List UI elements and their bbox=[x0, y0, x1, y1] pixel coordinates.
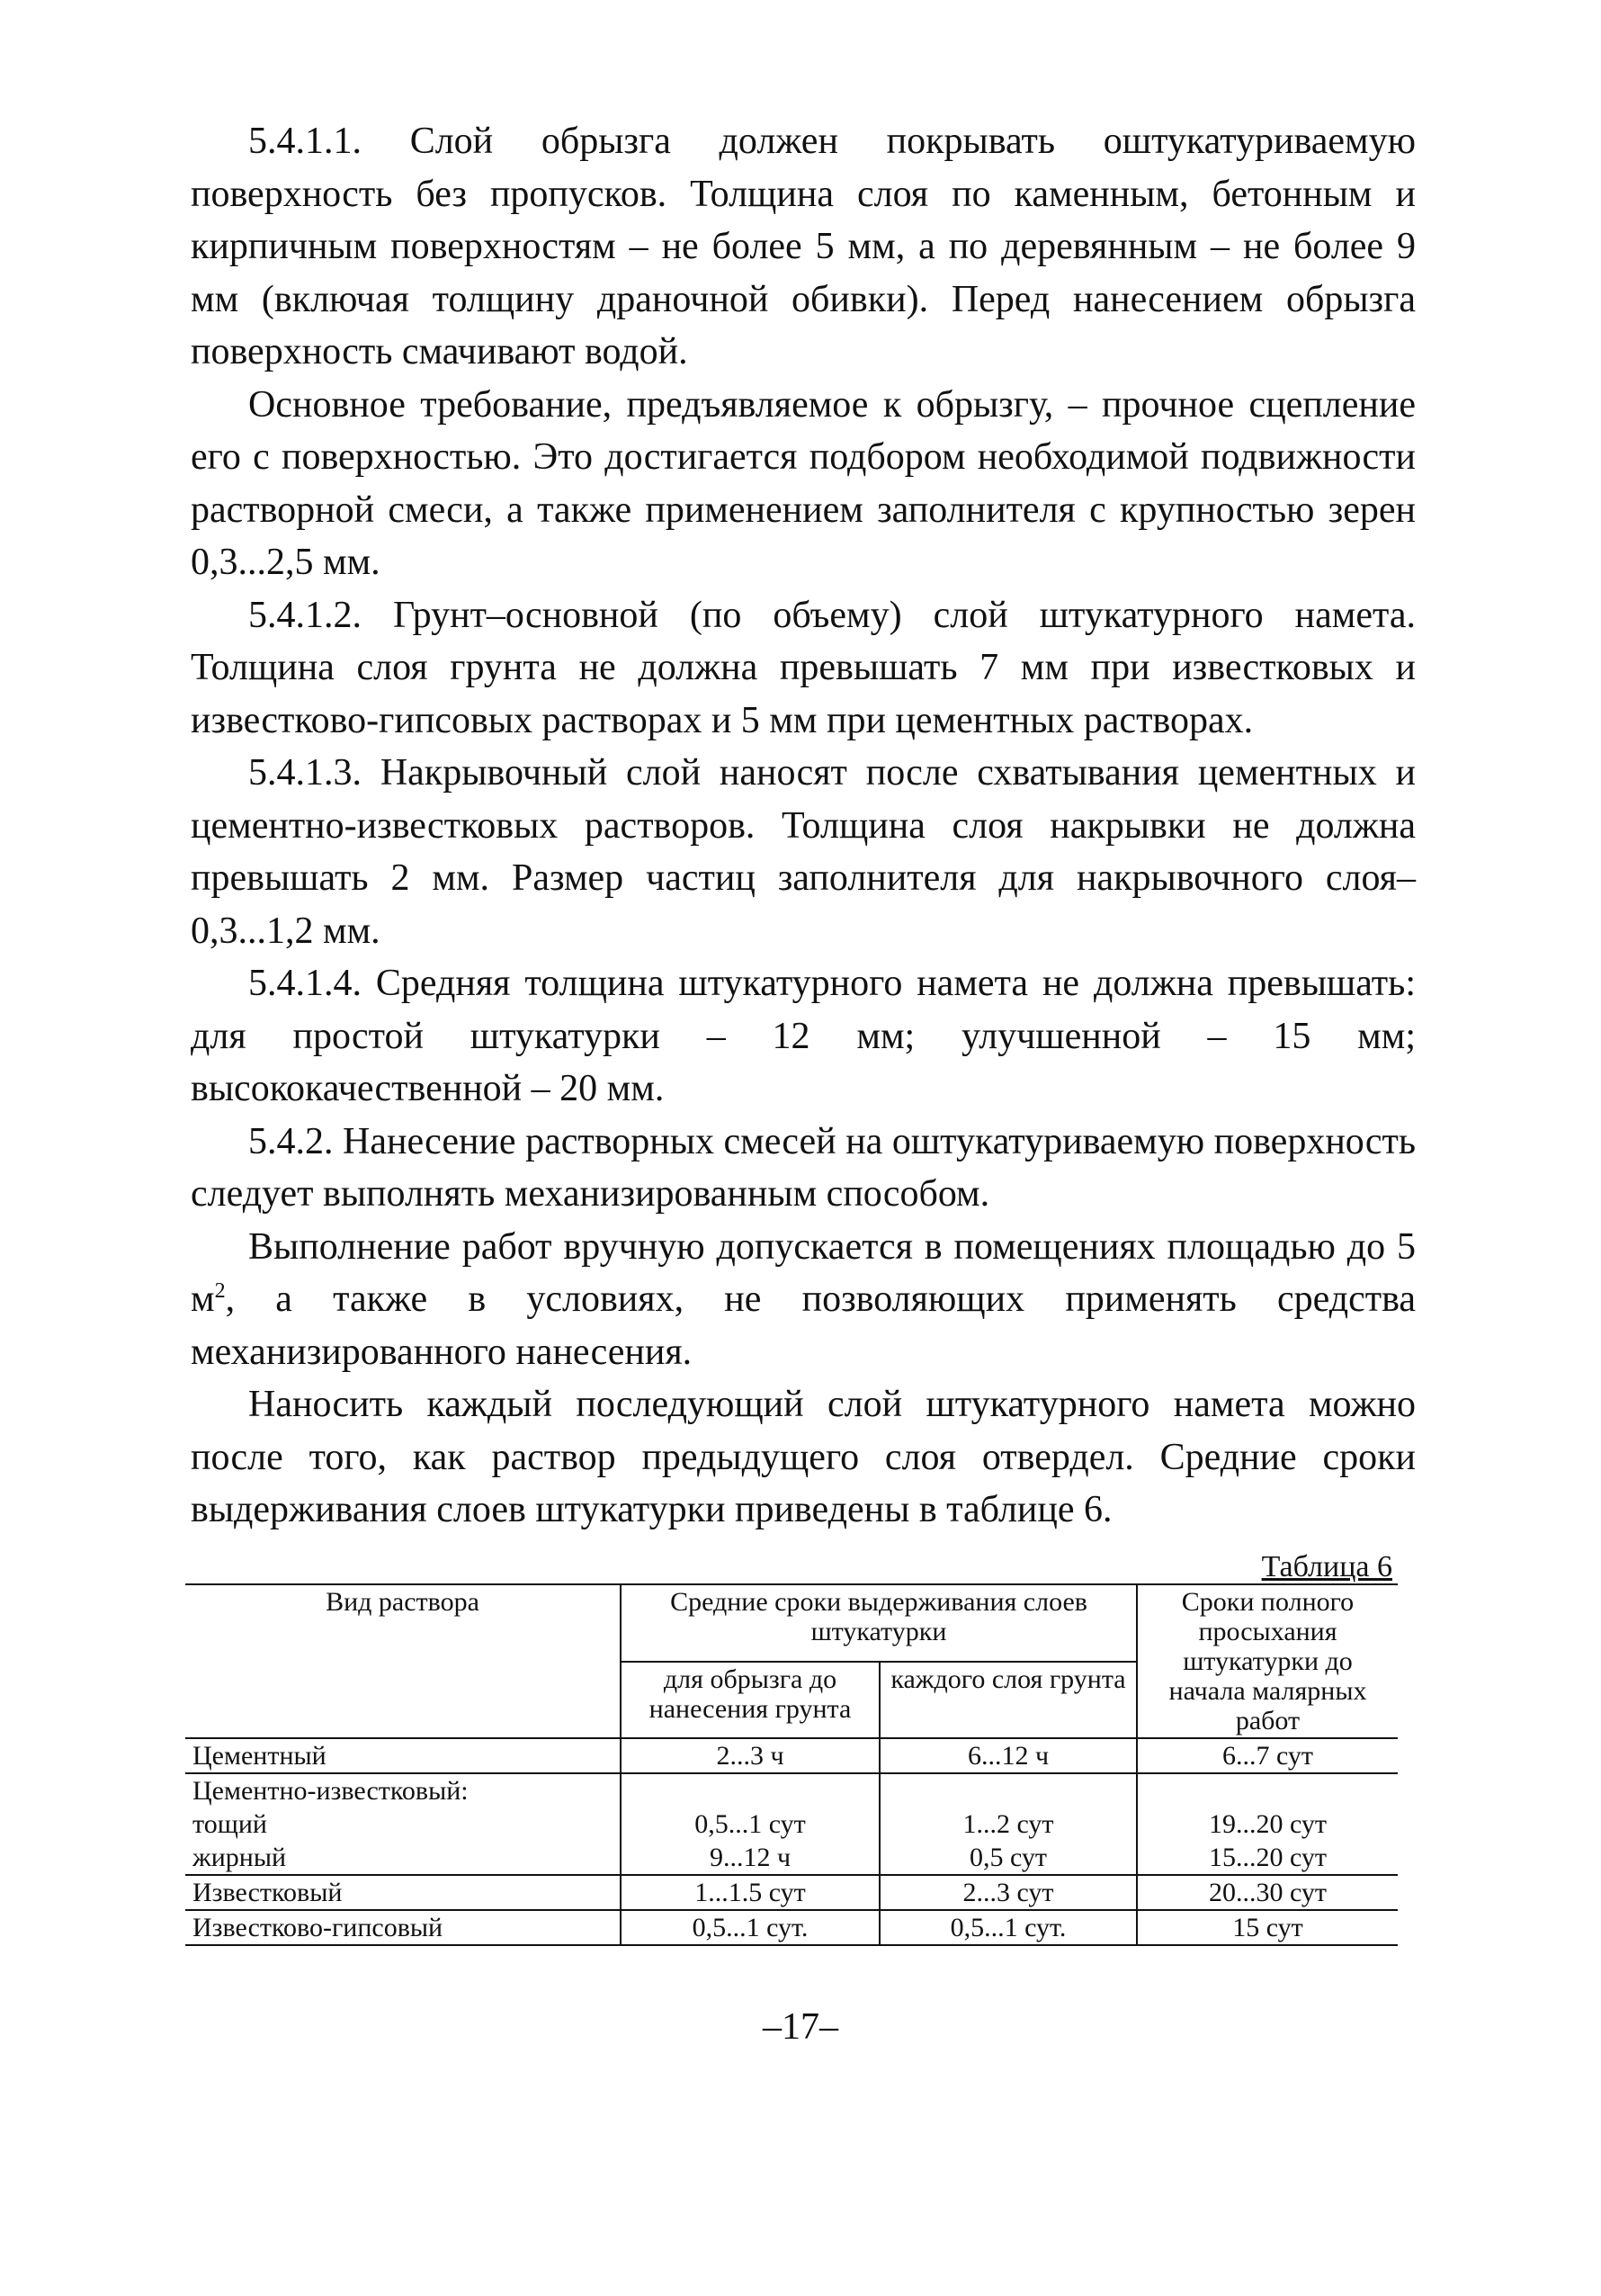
table-caption: Таблица 6 bbox=[1261, 1550, 1392, 1583]
row-value: 15...20 сут bbox=[1137, 1841, 1398, 1875]
header-mortar-type: Вид раствора bbox=[185, 1584, 621, 1738]
curing-times-table bbox=[185, 1583, 1398, 1946]
table-row bbox=[185, 1875, 1398, 1910]
table-row bbox=[185, 1841, 1398, 1875]
paragraph-5-4-1-1: 5.4.1.1. Слой обрызга должен покрывать оштукатуриваемую поверхность без пропусков. Толщина слоя по каменным, бетонным и кирпичным поверхностям – не более 5 мм, а по деревянным – не более 9 мм (включая толщину драночной обивки). Перед нанесением обрызга поверхность смачивают водой. bbox=[191, 121, 1416, 372]
header-each-layer: каждого слоя грунта bbox=[880, 1662, 1137, 1739]
table-row bbox=[185, 1807, 1398, 1841]
table-header-row-1 bbox=[185, 1584, 1398, 1662]
row-name: Цементный bbox=[185, 1738, 621, 1773]
row-value: 19...20 сут bbox=[1137, 1807, 1398, 1841]
table-row bbox=[185, 1910, 1398, 1945]
paragraph-layer-timing: Наносить каждый последующий слой штукатурного намета можно после того, как раствор предыдущего слоя отвердел. Средние сроки выдерживания слоев штукатурки приведены в таблице 6. bbox=[191, 1384, 1416, 1530]
superscript-2: 2 bbox=[214, 1279, 226, 1303]
row-name: Известково-гипсовый bbox=[185, 1910, 621, 1945]
manual-work-text-before: Выполнение работ вручную допускается в помещениях площадью до 5 м bbox=[191, 1225, 1416, 1320]
row-value bbox=[621, 1773, 880, 1807]
paragraph-5-4-2: 5.4.2. Нанесение растворных смесей на оштукатуриваемую поверхность следует выполнять механизированным способом. bbox=[191, 1120, 1416, 1215]
row-value: 6...12 ч bbox=[880, 1738, 1137, 1773]
header-full-drying: Сроки полного просыхания штукатурки до начала малярных работ bbox=[1137, 1584, 1398, 1738]
row-name: тощий bbox=[192, 1809, 267, 1839]
paragraph-5-4-1-3: 5.4.1.3. Накрывочный слой наносят после схватывания цементных и цементно-известковых растворов. Толщина слоя накрывки не должна превышать 2 мм. Размер частиц заполнителя для накрывочного слоя– 0,3...1,2 мм. bbox=[191, 752, 1416, 952]
table-row bbox=[185, 1773, 1398, 1807]
row-value: 2...3 ч bbox=[621, 1738, 880, 1773]
paragraph-manual-work bbox=[191, 1221, 1416, 1379]
row-value: 1...1.5 сут bbox=[621, 1875, 880, 1910]
row-value: 2...3 сут bbox=[880, 1875, 1137, 1910]
row-value: 15 сут bbox=[1137, 1910, 1398, 1945]
header-layer-times: Средние сроки выдерживания слоев штукатурки bbox=[621, 1584, 1137, 1662]
row-value: 20...30 сут bbox=[1137, 1875, 1398, 1910]
row-value bbox=[880, 1773, 1137, 1807]
paragraph-5-4-1-2: 5.4.1.2. Грунт–основной (по объему) слой штукатурного намета. Толщина слоя грунта не должна превышать 7 мм при известковых и известково-гипсовых растворах и 5 мм при цементных растворах. bbox=[191, 594, 1416, 741]
row-name: Известковый bbox=[185, 1875, 621, 1910]
row-value: 6...7 сут bbox=[1137, 1738, 1398, 1773]
row-value bbox=[1137, 1773, 1398, 1807]
table-row bbox=[185, 1738, 1398, 1773]
paragraph-5-4-1-4: 5.4.1.4. Средняя толщина штукатурного намета не должна превышать: для простой штукатурки – 12 мм; улучшенной – 15 мм; высококачественной – 20 мм. bbox=[191, 963, 1416, 1109]
paragraph-main-requirement: Основное требование, предъявляемое к обрызгу, – прочное сцепление его с поверхностью. Это достигается подбором необходимой подвижности растворной смеси, а также применением заполнителя с крупностью зерен 0,3...2,5 мм. bbox=[191, 383, 1416, 583]
row-value: 9...12 ч bbox=[621, 1841, 880, 1875]
row-value: 0,5...1 сут. bbox=[621, 1910, 880, 1945]
row-name: жирный bbox=[185, 1841, 621, 1875]
header-spray-coat: для обрызга до нанесения грунта bbox=[621, 1662, 880, 1739]
page-number: –17– bbox=[763, 2006, 838, 2048]
manual-work-text-after: , а также в условиях, не позволяющих применять средства механизированного нанесения. bbox=[191, 1278, 1416, 1373]
row-value: 1...2 сут bbox=[880, 1807, 1137, 1841]
body-text bbox=[191, 115, 1416, 1537]
row-value: 0,5 сут bbox=[880, 1841, 1137, 1875]
row-value: 0,5...1 сут bbox=[621, 1807, 880, 1841]
row-name: Цементно-известковый: bbox=[192, 1776, 469, 1806]
row-value: 0,5...1 сут. bbox=[880, 1910, 1137, 1945]
